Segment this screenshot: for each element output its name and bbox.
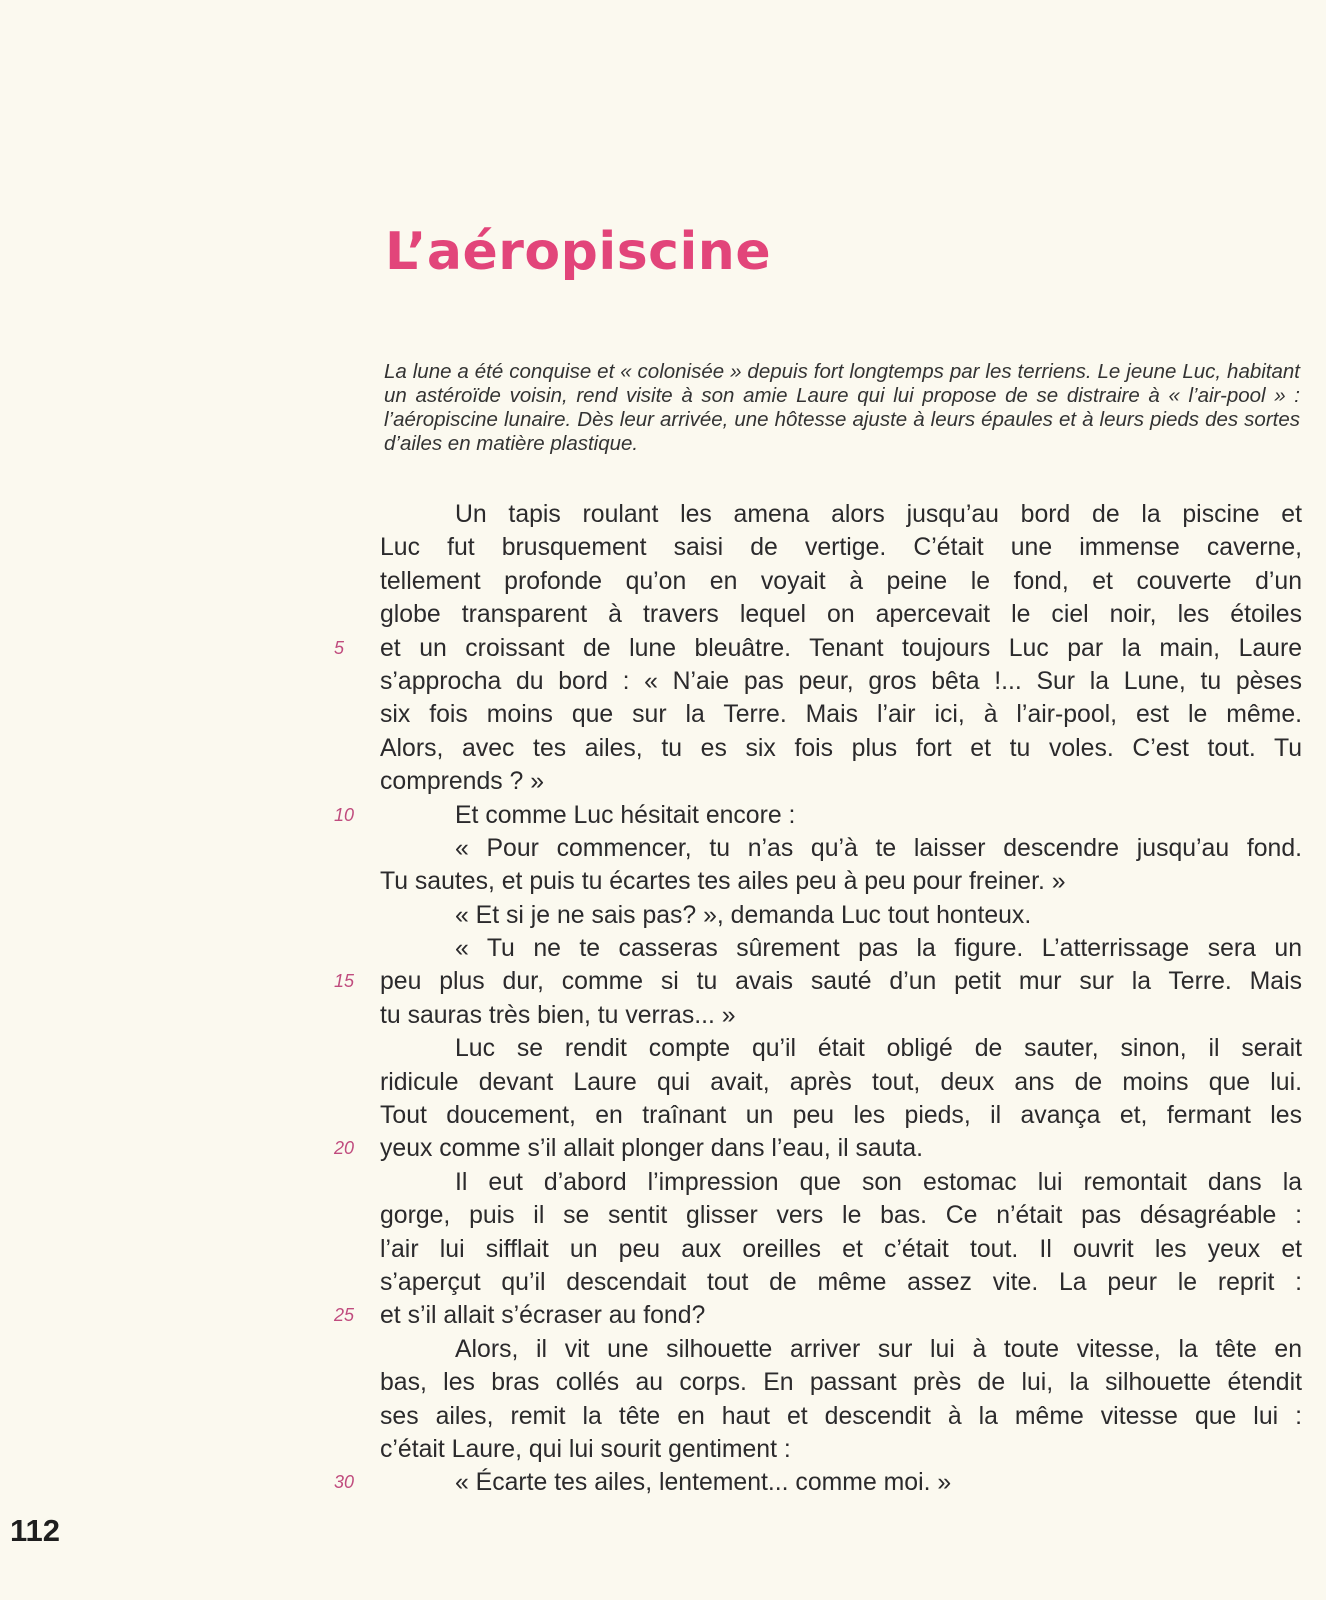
line-number: 30: [334, 1472, 355, 1493]
main-text: [334, 498, 1302, 1500]
page-number: 112: [10, 1513, 61, 1548]
text-line: globe transparent à travers lequel on apercevait le ciel noir, les étoiles: [380, 601, 1302, 629]
text-line: 30 « Écarte tes ailes, lentement... comme moi. »: [380, 1466, 1302, 1499]
chapter-title: L’aéropiscine: [385, 222, 772, 282]
text-line: s’approcha du bord : « N’aie pas peur, gros bêta !... Sur la Lune, tu pèses: [380, 667, 1302, 695]
text-line: c’était Laure, qui lui sourit gentiment :: [380, 1435, 791, 1463]
line-number: 25: [334, 1305, 355, 1326]
text-line: gorge, puis il se sentit glisser vers le bas. Ce n’était pas désagréable :: [380, 1202, 1302, 1230]
intro-paragraph: La lune a été conquise et « colonisée » depuis fort longtemps par les terriens. Le jeune Luc, habitant un astéroïde voisin, rend visite à son amie Laure qui lui propose de se distraire à « l’air-pool » : l’aéropiscine lunaire. Dès leur arrivée, une hôtesse ajuste à leurs épaules et à leurs pieds des sortes d’ailes en matière plastique.: [384, 360, 1300, 455]
line-number: 20: [334, 1138, 355, 1159]
text-line: 25 et s’il allait s’écraser au fond?: [380, 1299, 1302, 1332]
text-line: 15 peu plus dur, comme si tu avais sauté d’un petit mur sur la Terre. Mais: [380, 965, 1302, 998]
text-line: « Tu ne te casseras sûrement pas la figure. L’atterrissage sera un: [455, 935, 1302, 963]
text-line: ses ailes, remit la tête en haut et descendit à la même vitesse que lui :: [380, 1402, 1302, 1430]
text-line: Luc se rendit compte qu’il était obligé de sauter, sinon, il serait: [455, 1035, 1302, 1063]
text-line: Alors, il vit une silhouette arriver sur lui à toute vitesse, la tête en: [455, 1335, 1302, 1363]
text-line: « Et si je ne sais pas? », demanda Luc tout honteux.: [455, 901, 1032, 929]
line-number: 5: [334, 637, 345, 658]
text-line: Tu sautes, et puis tu écartes tes ailes peu à peu pour freiner. »: [380, 868, 1066, 896]
line-number: 10: [334, 804, 355, 825]
text-line: ridicule devant Laure qui avait, après tout, deux ans de moins que lui.: [380, 1068, 1302, 1096]
text-line: Il eut d’abord l’impression que son estomac lui remontait dans la: [455, 1168, 1302, 1196]
text-line: l’air lui sifflait un peu aux oreilles et c’était tout. Il ouvrit les yeux et: [380, 1235, 1302, 1263]
text-line: bas, les bras collés au corps. En passant près de lui, la silhouette étendit: [380, 1369, 1302, 1397]
text-line: Luc fut brusquement saisi de vertige. C’était une immense caverne,: [380, 534, 1302, 562]
text-line: 5 et un croissant de lune bleuâtre. Tenant toujours Luc par la main, Laure: [380, 632, 1302, 665]
text-line: « Pour commencer, tu n’as qu’à te laisser descendre jusqu’au fond.: [455, 834, 1302, 862]
text-line: Alors, avec tes ailes, tu es six fois plus fort et tu voles. C’est tout. Tu: [380, 734, 1302, 762]
line-number: 15: [334, 971, 355, 992]
text-line: tellement profonde qu’on en voyait à peine le fond, et couverte d’un: [380, 567, 1302, 595]
text-line: Un tapis roulant les amena alors jusqu’au bord de la piscine et: [455, 501, 1302, 528]
text-line: s’aperçut qu’il descendait tout de même assez vite. La peur le reprit :: [380, 1268, 1302, 1296]
text-line: six fois moins que sur la Terre. Mais l’air ici, à l’air-pool, est le même.: [380, 701, 1302, 729]
text-line: 20 yeux comme s’il allait plonger dans l’eau, il sauta.: [380, 1132, 1302, 1165]
text-line: Tout doucement, en traînant un peu les pieds, il avança et, fermant les: [380, 1102, 1302, 1130]
text-line: tu sauras très bien, tu verras... »: [380, 1001, 736, 1029]
text-line: comprends ? »: [380, 768, 545, 796]
text-line: 10 Et comme Luc hésitait encore :: [380, 799, 1302, 832]
